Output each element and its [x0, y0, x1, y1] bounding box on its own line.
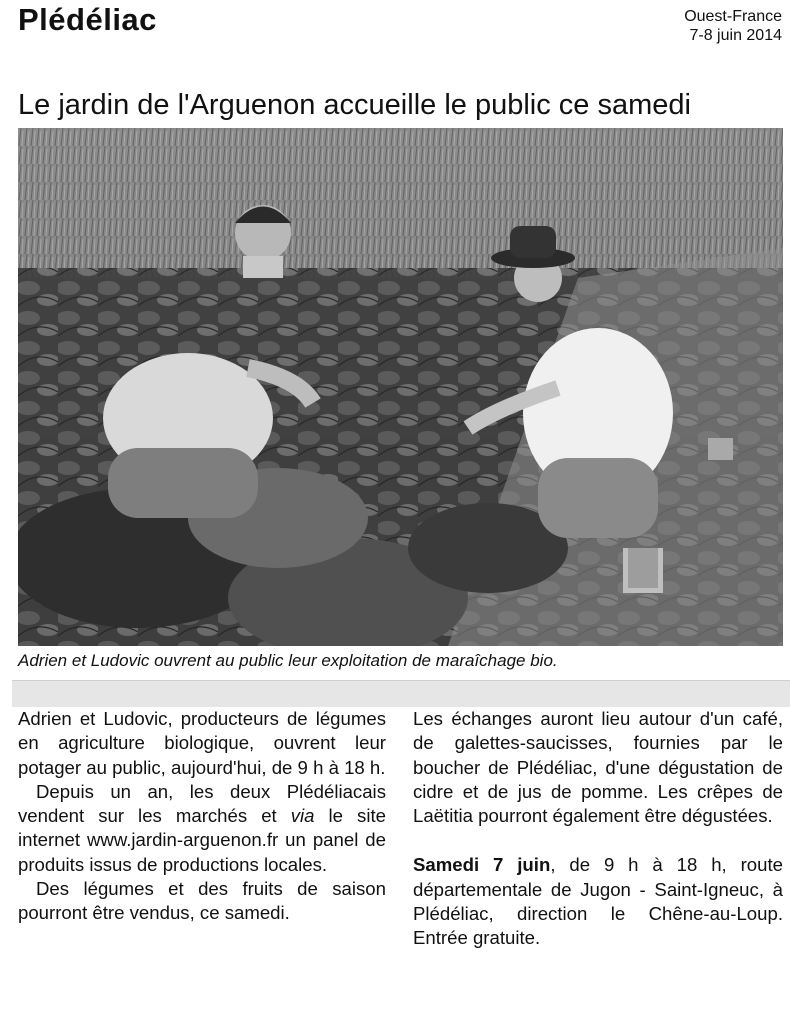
town-title: Plédéliac: [18, 2, 157, 37]
event-details: [413, 853, 783, 950]
italic-text: via: [290, 805, 315, 827]
publication-date: 7-8 juin 2014: [689, 27, 782, 44]
paragraph-gap: [413, 828, 783, 853]
photo-illustration: [18, 128, 783, 646]
photo-caption: Adrien et Ludovic ouvrent au public leur exploitation de maraîchage bio.: [18, 651, 558, 670]
newspaper-name: Ouest-France: [684, 8, 782, 25]
publication-info: [684, 7, 782, 45]
article-paragraph: Des légumes et des fruits de saison pourront être vendus, ce samedi.: [18, 878, 386, 924]
article-column-left: [18, 707, 386, 926]
article-paragraph: [18, 780, 386, 877]
article-paragraph: Adrien et Ludovic, producteurs de légumes en agriculture biologique, ouvrent leur potager au public, aujourd'hui, de 9 h à 18 h.: [18, 708, 386, 778]
article-headline: Le jardin de l'Arguenon accueille le public ce samedi: [18, 89, 691, 122]
article-paragraph: Les échanges auront lieu autour d'un café, de galettes-saucisses, fournies par le boucher de Plédéliac, d'une dégustation de cidre et de jus de pomme. Les crêpes de Laëtitia pourront également être dégustées.: [413, 708, 783, 827]
article-column-right: [413, 707, 783, 951]
text-run: Depuis un an, les deux Plédéliacais vendent sur les marchés et: [18, 780, 386, 827]
event-date: Samedi 7 juin: [413, 854, 551, 876]
article-photo: [18, 128, 783, 646]
event-info: , de 9 h à 18 h, route départementale de Jugon - Saint-Igneuc, à Plédéliac, direction le Chêne-au-Loup. Entrée gratuite.: [413, 854, 783, 949]
caption-divider: [12, 680, 790, 707]
text-run: le site internet www.jardin-arguenon.fr un panel de produits issus de productions locales.: [18, 805, 386, 875]
